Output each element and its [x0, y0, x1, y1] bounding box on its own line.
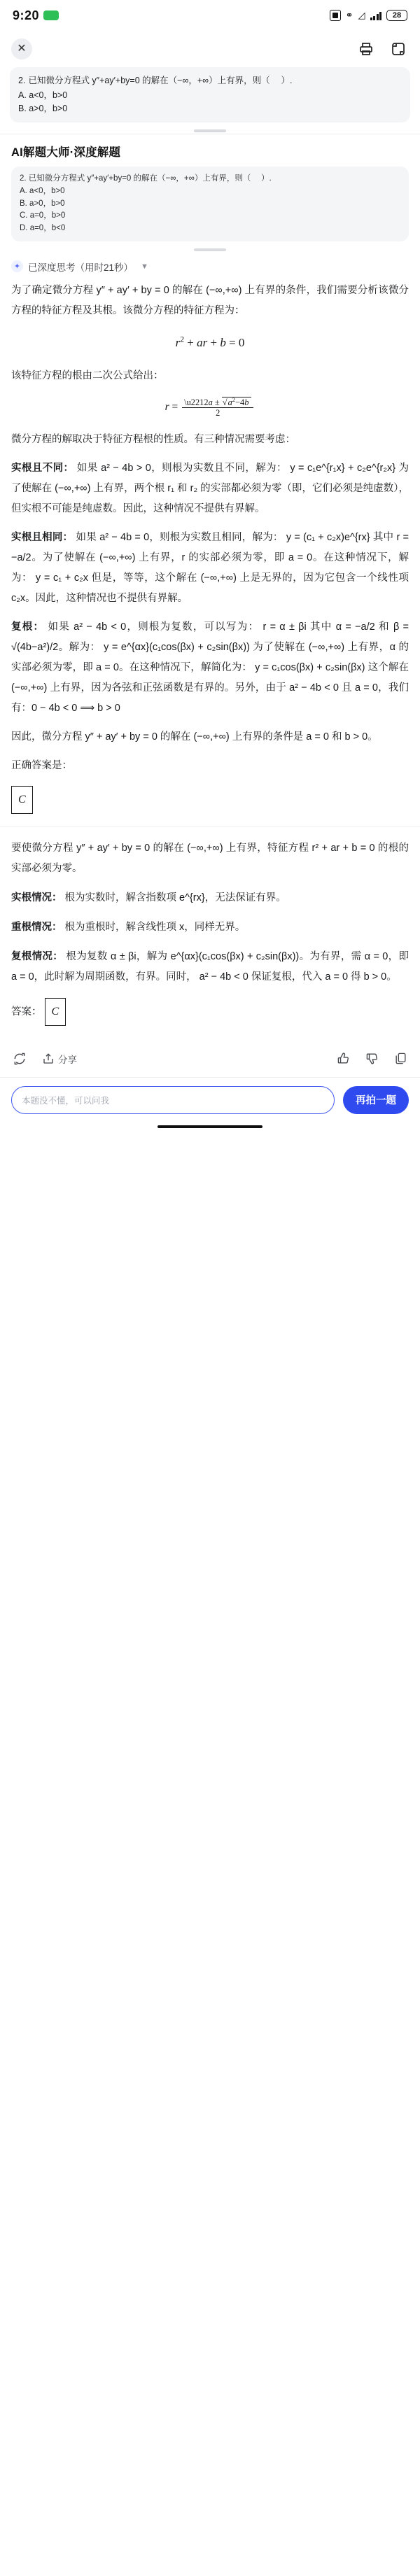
- ask-input-placeholder: 本题没不懂，可以问我: [22, 1095, 110, 1106]
- answer-sheet: [0, 134, 420, 281]
- question-inline-number: 2.: [20, 174, 27, 183]
- answer-p2-text: 该特征方程的根由二次公式给出：: [11, 369, 164, 381]
- option-c-inline: C. a=0，b>0: [20, 211, 66, 220]
- case-3-label: 复根：: [11, 621, 45, 633]
- summary-l2-label: 重根情况：: [11, 921, 62, 933]
- retake-photo-button[interactable]: 再拍一题: [343, 1086, 409, 1114]
- answer-p4-text: 因此，微分方程 y″ + ay′ + by = 0 的解在 (−∞,+∞) 上有界的条件是 a = 0 和 b > 0。: [11, 731, 378, 742]
- sheet-drag-handle-wrap: [11, 246, 409, 258]
- status-clock: 9:20: [13, 8, 40, 22]
- thumbs-up-icon[interactable]: [337, 1052, 350, 1065]
- home-indicator-wrap: [0, 1121, 420, 1135]
- sheet-drag-handle[interactable]: [194, 248, 226, 251]
- action-bar-left: [13, 1052, 77, 1066]
- status-right: [330, 10, 407, 21]
- action-bar-right: [337, 1052, 407, 1065]
- summary-l1-text: 根为实数时，解含指数项 e^{rx}，无法保证有界。: [64, 892, 286, 903]
- alarm-icon: [330, 10, 341, 21]
- option-b-inline: B. a>0，b>0: [20, 199, 65, 208]
- question-number: 2.: [18, 76, 26, 85]
- summary-line-2: [11, 917, 409, 938]
- option-a-inline: A. a<0，b>0: [20, 186, 65, 195]
- ask-input[interactable]: [11, 1086, 335, 1114]
- toolbar-actions: [356, 38, 409, 59]
- answer-box-wrap: [11, 784, 409, 814]
- summary-paragraph-1: [11, 838, 409, 879]
- summary-answer-label: 答案：: [11, 1006, 42, 1018]
- status-left: [13, 8, 59, 23]
- print-icon[interactable]: [356, 38, 377, 59]
- page-title: AI解题大师·深度解题: [11, 146, 121, 159]
- summary-answer-box: C: [45, 998, 66, 1026]
- option-b: B. a>0，b>0: [18, 104, 68, 114]
- status-bar: [0, 0, 420, 31]
- answer-conclusion: [11, 727, 409, 747]
- question-card-inline[interactable]: [11, 167, 409, 241]
- case-3-text: 如果 a² − 4b < 0，则根为复数，可以写为： r = α ± βi 其中 α = −a/2 和 β = √(4b−a²)/2。解为： y = e^{αx}(c₁cos(βx) + c₂sin(βx)) 为了使解在 (−∞,+∞) 上有界，α 的实部必须为零，即 a = 0。在这种情况下，解简化为： y = c₁cos(βx) + c₂sin(βx) 这个解在 (−∞,+∞) 上有界，因为各弦和正弦函数是有界的。另外，由于 a² − 4b < 0 且 a = 0，我们有：0 − 4b < 0 ⟹ b > 0: [11, 621, 410, 714]
- sparkle-icon: ✦: [11, 260, 23, 272]
- answer-p3-text: 微分方程的解取决于特征方程根的性质。有三种情况需要考虑：: [11, 433, 295, 445]
- question-inline-line: [20, 173, 400, 185]
- battery-icon: 28: [386, 10, 407, 21]
- answer-paragraph-2: [11, 366, 409, 386]
- chevron-down-icon[interactable]: ▼: [141, 262, 148, 271]
- question-options: [18, 89, 402, 115]
- summary-l2-text: 根为重根时，解含线性项 x，同样无界。: [64, 921, 246, 933]
- thumbs-down-icon[interactable]: [365, 1052, 379, 1065]
- thinking-label: 已深度思考（用时21秒）: [28, 262, 134, 273]
- summary-line-1: [11, 888, 409, 908]
- share-label: 分享: [58, 1054, 77, 1065]
- crop-icon[interactable]: [388, 38, 409, 59]
- card-drag-handle-wrap: [0, 127, 420, 134]
- answer-correct-label: [11, 756, 409, 776]
- summary-section: [0, 826, 420, 1042]
- bottom-bar: [0, 1078, 420, 1121]
- case-1-text: 如果 a² − 4b > 0，则根为实数且不同，解为： y = c₁e^{r₁x} + c₂e^{r₂x} 为了使解在 (−∞,+∞) 上有界，两个根 r₁ 和 r₂ 的实部都必须为零（即，它们必须是纯虚数），但实根不可能是纯虚数。因此，这种情况不提供有界解。: [11, 462, 410, 514]
- case-1-label: 实根且不同：: [11, 462, 74, 474]
- copy-icon[interactable]: [394, 1052, 407, 1065]
- summary-answer-row: [11, 997, 409, 1026]
- question-inline-text: 已知微分方程式 y″+ay′+by=0 的解在（−∞，+∞）上有界，则（ ）.: [28, 174, 272, 183]
- answer-paragraph-3: [11, 430, 409, 450]
- recording-indicator-icon: [43, 10, 59, 20]
- thinking-status-row[interactable]: [11, 258, 409, 281]
- answer-choice-box: C: [11, 786, 33, 814]
- answer-case-2: [11, 528, 409, 609]
- regenerate-icon[interactable]: [13, 1052, 27, 1066]
- summary-p1-text: 要使微分方程 y″ + ay′ + by = 0 的解在 (−∞,+∞) 上有界，特征方程 r² + ar + b = 0 的根的实部必须为零。: [11, 842, 409, 874]
- answer-case-3: [11, 617, 409, 719]
- answer-body: [0, 281, 420, 826]
- question-text-line: [18, 74, 402, 87]
- share-button[interactable]: [42, 1052, 77, 1066]
- card-drag-handle[interactable]: [194, 129, 226, 132]
- signal-icon: [370, 11, 382, 20]
- summary-l3-text: 根为复数 α ± βi，解为 e^{αx}(c₁cos(βx) + c₂sin(βx))。为有界，需 α = 0，即 a = 0，此时解为周期函数，有界。同时， a² − 4b < 0 保证复根，代入 a = 0 得 b > 0。: [11, 950, 409, 983]
- top-toolbar: [0, 31, 420, 67]
- wifi-icon: ◿: [358, 10, 365, 20]
- vpn-icon: ⚭: [345, 10, 354, 20]
- action-bar: [0, 1042, 420, 1077]
- answer-paragraph-1: [11, 281, 409, 321]
- case-2-text: 如果 a² − 4b = 0，则根为实数且相同，解为： y = (c₁ + c₂x)e^{rx} 其中 r = −a/2。为了使解在 (−∞,+∞) 上有界，r 的实部必须为零，即 a = 0。在这种情况下，解为： y = c₁ + c₂x 但是，等等，这个解在 (−∞,+∞) 上是无界的，因为它包含一个线性项 c₂x。因此，这种情况也不提供有界解。: [11, 531, 410, 604]
- question-text: 已知微分方程式 y″+ay′+by=0 的解在（−∞，+∞）上有界，则（ ）.: [28, 76, 293, 85]
- case-2-label: 实根且相同：: [11, 531, 74, 543]
- equation-characteristic: $r^2$ + ar + b = 0: [175, 335, 245, 349]
- answer-p1-text: 为了确定微分方程 y″ + ay′ + by = 0 的解在 (−∞,+∞) 上有界的条件，我们需要分析该微分方程的特征方程及其根。该微分方程的特征方程为：: [11, 284, 409, 316]
- answer-case-1: [11, 458, 409, 519]
- summary-l1-label: 实根情况：: [11, 892, 62, 903]
- question-card-top[interactable]: [10, 67, 410, 122]
- question-inline-options: [20, 185, 400, 235]
- summary-line-3: [11, 947, 409, 987]
- option-a: A. a<0，b>0: [18, 90, 68, 101]
- home-indicator: [158, 1125, 262, 1128]
- equation-quadratic-formula: r = $\frac{\backslash u2212a \pm √a^2-4b}{2}$: [11, 396, 409, 418]
- answer-p5-text: 正确答案是：: [11, 759, 72, 771]
- summary-l3-label: 复根情况：: [11, 950, 64, 962]
- option-d-inline: D. a=0，b<0: [20, 224, 66, 233]
- close-icon[interactable]: ✕: [11, 38, 32, 59]
